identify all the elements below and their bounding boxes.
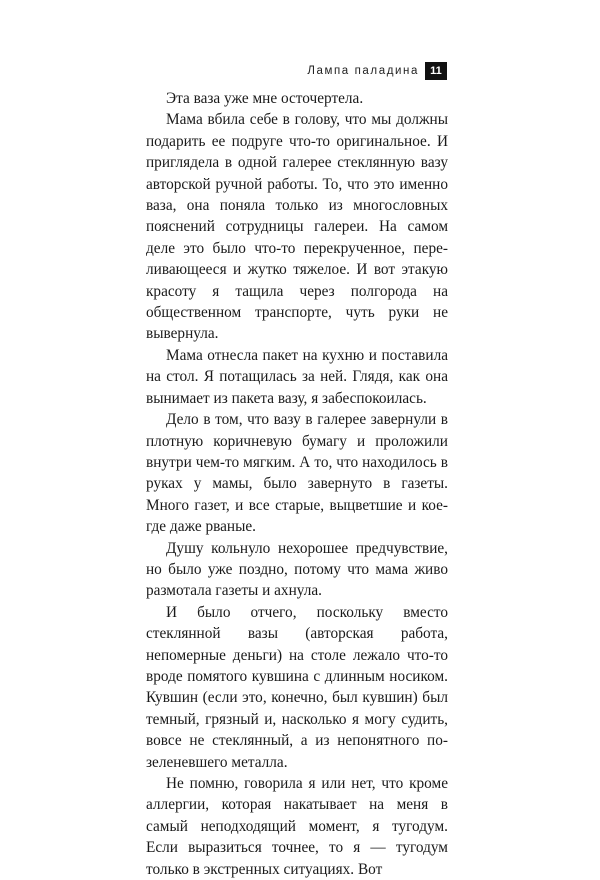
running-title: Лампа паладина: [307, 65, 419, 77]
paragraph: Мама вбила себе в голову, что мы должны подарить ее подруге что-то оригинальное. И приглядела в одной галерее стеклянную вазу авторской ручной работы. То, что это именно ваза, она поняла только из многословных пояснений сотрудницы галереи. На самом деле это было что-то перекрученное, переливающееся и жутко тяжелое. И вот этакую красоту я тащила через полгорода на общественном транспорте, чуть руки не вывернула.: [146, 111, 448, 343]
paragraph: Не помню, говорила я или нет, что кроме аллергии, которая накатывает на меня в самый неподходящий момент, я тугодум. Если выразиться точнее, то я — тугодум только в экстренных ситуациях. Вот: [146, 775, 448, 878]
paragraph: Эта ваза уже мне осточертела.: [166, 90, 364, 107]
page-number-badge: 11: [425, 62, 447, 80]
body-text: [146, 88, 448, 880]
page-header: [307, 62, 447, 80]
paragraph: Дело в том, что вазу в галерее завернули в плотную коричневую бумагу и проложили внутри чем-то мягким. А то, что находилось в руках у мамы, было завернуто в газеты. Много газет, и все старые, выцветшие и кое-где даже рваные.: [146, 411, 448, 536]
paragraph: И было отчего, поскольку вместо стеклянной вазы (авторская работа, непомерные деньги) на столе лежало что-то вроде помятого кувшина с длинным носиком. Кувшин (если это, конечно, был кувшин) был темный, грязный и, насколько я могу судить, вовсе не стеклянный, а из непонятного позеленевшего металла.: [146, 603, 448, 771]
paragraph: Душу кольнуло нехорошее предчувствие, но было уже поздно, потому что мама живо размотала газеты и ахнула.: [146, 539, 448, 600]
paragraph: Мама отнесла пакет на кухню и поставила на стол. Я потащилась за ней. Глядя, как она вынимает из пакета вазу, я забеспокоилась.: [146, 346, 448, 407]
